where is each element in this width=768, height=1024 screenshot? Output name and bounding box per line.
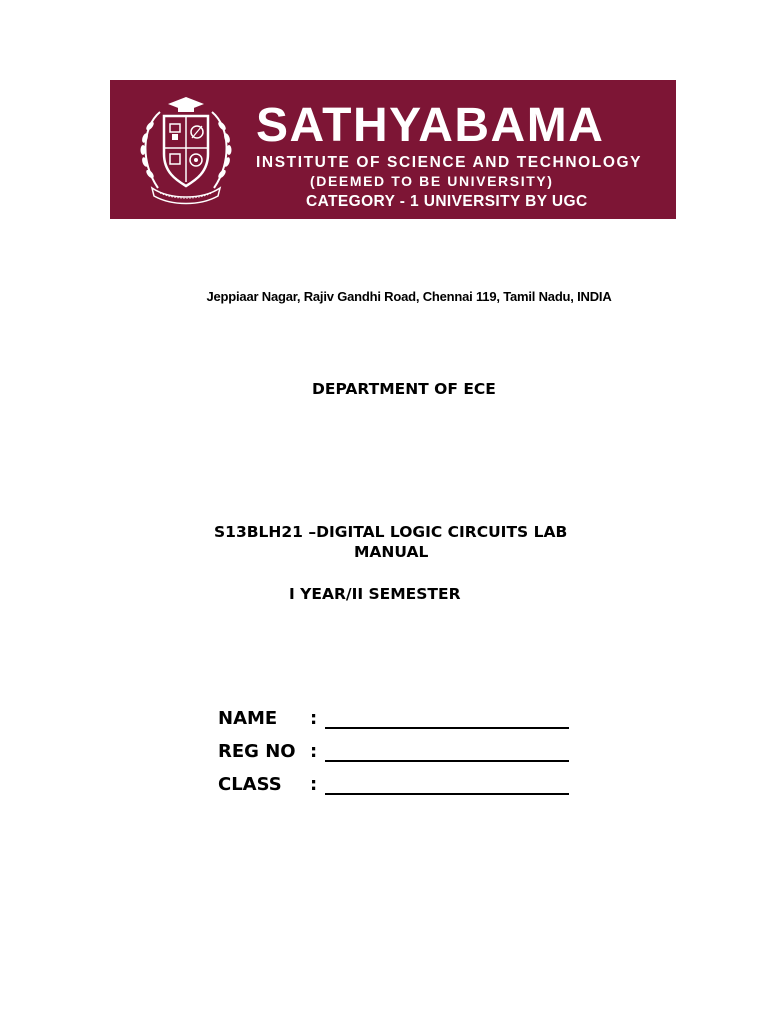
class-label: CLASS [218, 774, 282, 795]
university-banner [110, 80, 676, 219]
class-blank-line [325, 793, 569, 795]
university-name: SATHYABAMA [256, 99, 605, 152]
university-category: CATEGORY - 1 UNIVERSITY BY UGC [306, 193, 588, 210]
name-label: NAME [218, 708, 278, 729]
reg-no-label: REG NO [218, 741, 296, 762]
university-emblem-icon [130, 92, 242, 208]
name-blank-line [325, 727, 569, 729]
department-title: DEPARTMENT OF ECE [312, 380, 496, 398]
university-tagline: INSTITUTE OF SCIENCE AND TECHNOLOGY [256, 154, 643, 171]
reg-no-blank-line [325, 760, 569, 762]
course-title-line2: MANUAL [354, 543, 429, 561]
university-address: Jeppiaar Nagar, Rajiv Gandhi Road, Chennai 119, Tamil Nadu, INDIA [206, 289, 612, 304]
class-separator: : [310, 774, 318, 795]
course-title-line1: S13BLH21 –DIGITAL LOGIC CIRCUITS LAB [214, 523, 568, 541]
reg-no-separator: : [310, 741, 318, 762]
name-separator: : [310, 708, 318, 729]
year-semester: I YEAR/II SEMESTER [289, 585, 461, 603]
university-deemed-status: (DEEMED TO BE UNIVERSITY) [310, 173, 554, 189]
